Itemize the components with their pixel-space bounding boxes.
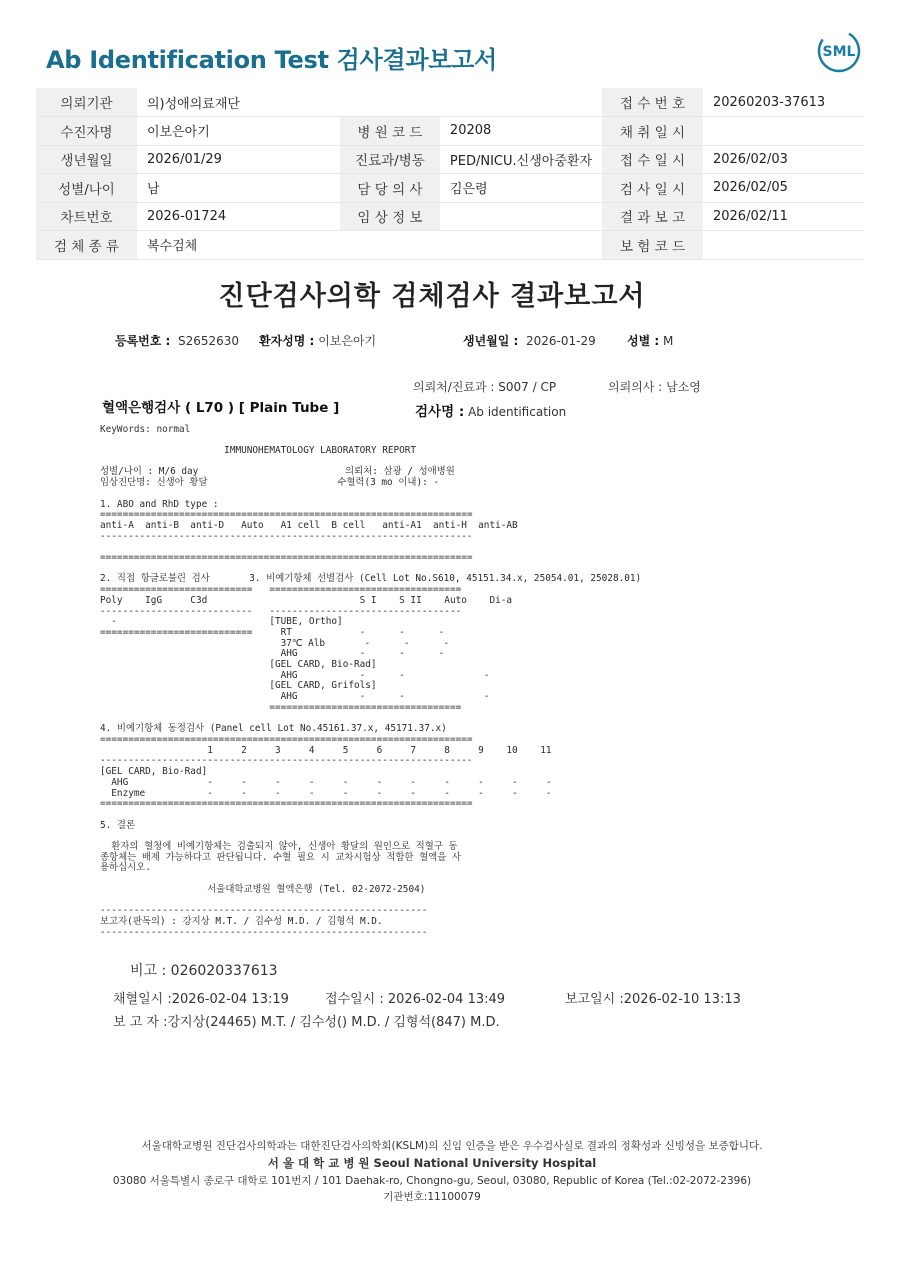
info-value: 남 — [137, 174, 340, 203]
info-label: 임 상 정 보 — [340, 202, 440, 231]
info-value: 의)성애의료재단 — [137, 88, 602, 117]
info-row — [36, 231, 864, 260]
info-label: 병 원 코 드 — [340, 117, 440, 146]
immunohematology-report-body: IMMUNOHEMATOLOGY LABORATORY REPORT 성별/나이 : M/6 day 의뢰처: 삼광 / 성애병원 임상진단명: 신생아 황달 수혈력(3 mo 이내): - 1. ABO and RhD type : ================================================================== anti-A anti-B anti-D Auto A1 cell B cell anti-A1 anti-H anti-AB ------------------------------------------------------------------ ================================================================== 2. 직접 항글로불린 검사 3. 비예기항체 선별검사 (Cell Lot No.S610, 45151.34.x, 25054.01, 25028.01) =========================== ================================== Poly IgG C3d S I S II Auto Di-a --------------------------- ---------------------------------- - [TUBE, Ortho] =========================== RT - - - 37℃ Alb - - - AHG - - - [GEL CARD, Bio-Rad] AHG - - - [GEL CARD, Grifols] AHG - - - ================================== 4. 비예기항체 동정검사 (Panel cell Lot No.45161.37.x, 45171.37.x) ================================================================== 1 2 3 4 5 6 7 8 9 10 11 ------------------------------------------------------------------ [GEL CARD, Bio-Rad] AHG - - - - - - - - - - - Enzyme - - - - - - - - - - - ================================================================== 5. 결론 환자의 혈청에 비예기항체는 검출되지 않아, 신생아 황달의 원인으로 적혈구 동 종항체는 배제 가능하다고 판단됩니다. 수혈 필요 시 교차시험상 적합한 혈액을 사 용하십시오. 서울대학교병원 혈액은행 (Tel. 02-2072-2504) ---------------------------------------------------------- 보고자(판독의) : 강지상 M.T. / 김수성 M.D. / 김형석 M.D. ---------------------------------------------------------- — [100, 445, 642, 938]
registration-number: 등록번호 : S2652630 — [115, 334, 240, 348]
info-row — [36, 117, 864, 146]
info-value: 2026/02/11 — [703, 202, 864, 231]
note: 비고 : 026020337613 — [130, 963, 278, 979]
info-value: 2026/01/29 — [137, 145, 340, 174]
date-of-birth: 생년월일 : 2026-01-29 — [463, 334, 596, 348]
info-label: 진료과/병동 — [340, 145, 440, 174]
requesting-department: 의뢰처/진료과 : S007 / CP — [413, 380, 557, 394]
info-value: PED/NICU.신생아중환자 — [440, 145, 602, 174]
patient-info-table — [36, 88, 864, 260]
info-label: 성별/나이 — [36, 174, 137, 203]
info-value — [703, 231, 864, 260]
info-value: 2026/02/03 — [703, 145, 864, 174]
test-name: 검사명 : Ab identification — [415, 404, 567, 420]
hospital-address: 03080 서울특별시 종로구 대학로 101번지 / 101 Daehak-ro, Chongno-gu, Seoul, 03080, Republic of Korea (Tel.:02-2072-2396) — [112, 1175, 752, 1187]
info-label: 검 사 일 시 — [602, 174, 703, 203]
info-row — [36, 145, 864, 174]
requesting-doctor: 의뢰의사 : 남소영 — [608, 380, 701, 394]
institution-number: 기관번호:11100079 — [383, 1191, 481, 1203]
info-value: 이보은아기 — [137, 117, 340, 146]
report-header-title: Ab Identification Test 검사결과보고서 — [46, 46, 497, 74]
info-value: 20260203-37613 — [703, 88, 864, 117]
sml-logo — [816, 28, 862, 74]
info-label: 의뢰기관 — [36, 88, 137, 117]
info-value: 김은령 — [440, 174, 602, 203]
info-label: 보 험 코 드 — [602, 231, 703, 260]
info-value — [440, 202, 602, 231]
certification-statement: 서울대학교병원 진단검사의학과는 대한진단검사의학회(KSLM)의 신임 인증을 받은 우수검사실로 결과의 정확성과 신빙성을 보증합니다. — [141, 1140, 763, 1152]
info-label: 검 체 종 류 — [36, 231, 137, 260]
result-report-title: 진단검사의학 검체검사 결과보고서 — [218, 281, 646, 312]
info-label: 수진자명 — [36, 117, 137, 146]
info-value: 2026/02/05 — [703, 174, 864, 203]
patient-sex: 성별 : M — [627, 334, 674, 348]
collection-datetime: 채혈일시 :2026-02-04 13:19 — [113, 992, 289, 1007]
info-label: 채 취 일 시 — [602, 117, 703, 146]
test-category: 혈액은행검사 ( L70 ) [ Plain Tube ] — [102, 400, 340, 416]
keywords: KeyWords: normal — [100, 424, 191, 435]
info-label: 접 수 일 시 — [602, 145, 703, 174]
hospital-name: 서 울 대 학 교 병 원 Seoul National University Hospital — [267, 1156, 597, 1170]
info-value: 2026-01724 — [137, 202, 340, 231]
info-value: 복수검체 — [137, 231, 602, 260]
info-row — [36, 174, 864, 203]
info-label: 결 과 보 고 — [602, 202, 703, 231]
info-label: 생년월일 — [36, 145, 137, 174]
info-value — [703, 117, 864, 146]
info-label: 접 수 번 호 — [602, 88, 703, 117]
logo-text: SML — [822, 44, 856, 60]
receipt-datetime: 접수일시 : 2026-02-04 13:49 — [325, 992, 506, 1007]
info-row — [36, 88, 864, 117]
info-value: 20208 — [440, 117, 602, 146]
reporters: 보 고 자 :강지상(24465) M.T. / 김수성() M.D. / 김형석(847) M.D. — [113, 1015, 500, 1030]
report-datetime: 보고일시 :2026-02-10 13:13 — [565, 992, 741, 1007]
info-label: 담 당 의 사 — [340, 174, 440, 203]
info-row — [36, 202, 864, 231]
patient-name: 환자성명 : 이보은아기 — [259, 334, 377, 348]
info-label: 차트번호 — [36, 202, 137, 231]
